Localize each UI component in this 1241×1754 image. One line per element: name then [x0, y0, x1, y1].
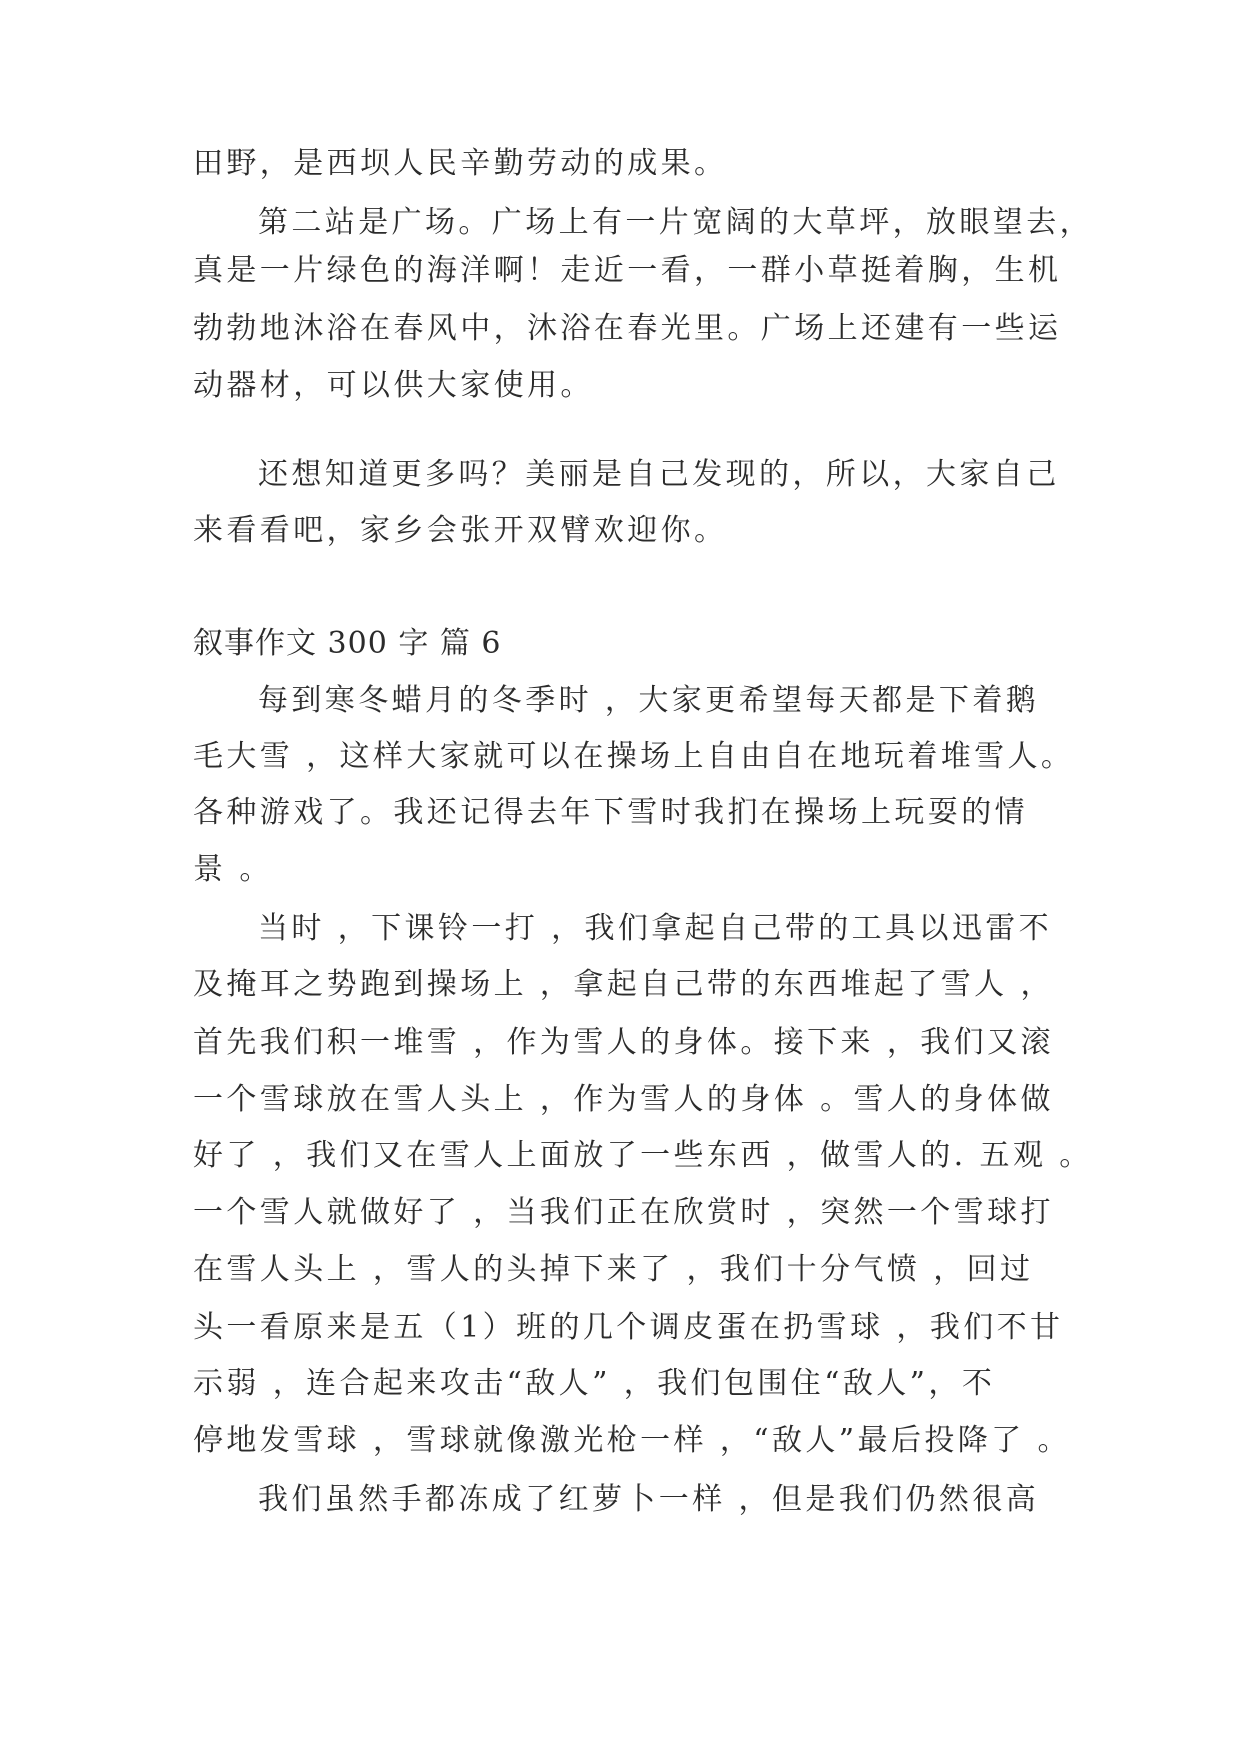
paragraph-line: 景 。 — [193, 852, 273, 887]
paragraph-line: 各种游戏了。我还记得去年下雪时我扪在操场上玩耍的情 — [193, 795, 1028, 830]
paragraph-line: 田野，是西坝人民辛勤劳动的成果。 — [193, 146, 728, 181]
paragraph-line: 勃勃地沐浴在春风中，沐浴在春光里。广场上还建有一些运 — [193, 311, 1062, 346]
paragraph-line: 一个雪球放在雪人头上 ，作为雪人的身体 。雪人的身体做 — [193, 1082, 1054, 1117]
paragraph-line: 一个雪人就做好了 ，当我们正在欣赏时 ，突然一个雪球打 — [193, 1195, 1054, 1230]
paragraph-line: 来看看吧，家乡会张开双臂欢迎你。 — [193, 513, 728, 548]
paragraph-line: 当时 ，下课铃一打 ，我们拿起自己带的工具以迅雷不 — [258, 911, 1053, 946]
paragraph-line: 动器材，可以供大家使用。 — [193, 368, 594, 403]
paragraph-line: 每到寒冬蜡月的冬季时 ，大家更希望每天都是下着鹅 — [258, 683, 1040, 718]
paragraph-line: 真是一片绿色的海洋啊！走近一看，一群小草挺着胸，生机 — [193, 253, 1062, 288]
paragraph-line: 第二站是广场。广场上有一片宽阔的大草坪，放眼望去， — [258, 205, 1093, 240]
paragraph-line: 头一看原来是五（1）班的几个调皮蛋在扔雪球 ，我们不甘 — [193, 1310, 1064, 1345]
section-title: 叙事作文 300 字 篇 6 — [193, 626, 502, 661]
paragraph-line: 首先我们积一堆雪 ，作为雪人的身体。接下来 ，我们又滚 — [193, 1025, 1054, 1060]
paragraph-line: 停地发雪球 ，雪球就像激光枪一样 ，“敌人”最后投降了 。 — [193, 1423, 1071, 1458]
paragraph-line: 示弱 ，连合起来攻击“敌人” ，我们包围住“敌人”，不 — [193, 1366, 996, 1401]
paragraph-line: 及掩耳之势跑到操场上 ，拿起自己带的东西堆起了雪人 ， — [193, 967, 1054, 1002]
paragraph-line: 毛大雪 ，这样大家就可以在操场上自由自在地玩着堆雪人。 — [193, 739, 1075, 774]
paragraph-line: 好了 ，我们又在雪人上面放了一些东西 ，做雪人的. 五观 。 — [193, 1138, 1093, 1173]
paragraph-line: 在雪人头上 ，雪人的头掉下来了 ，我们十分气愤 ，回过 — [193, 1252, 1034, 1287]
paragraph-line: 我们虽然手都冻成了红萝卜一样 ，但是我们仍然很高 — [258, 1482, 1040, 1517]
paragraph-line: 还想知道更多吗？美丽是自己发现的，所以，大家自己 — [258, 457, 1060, 492]
